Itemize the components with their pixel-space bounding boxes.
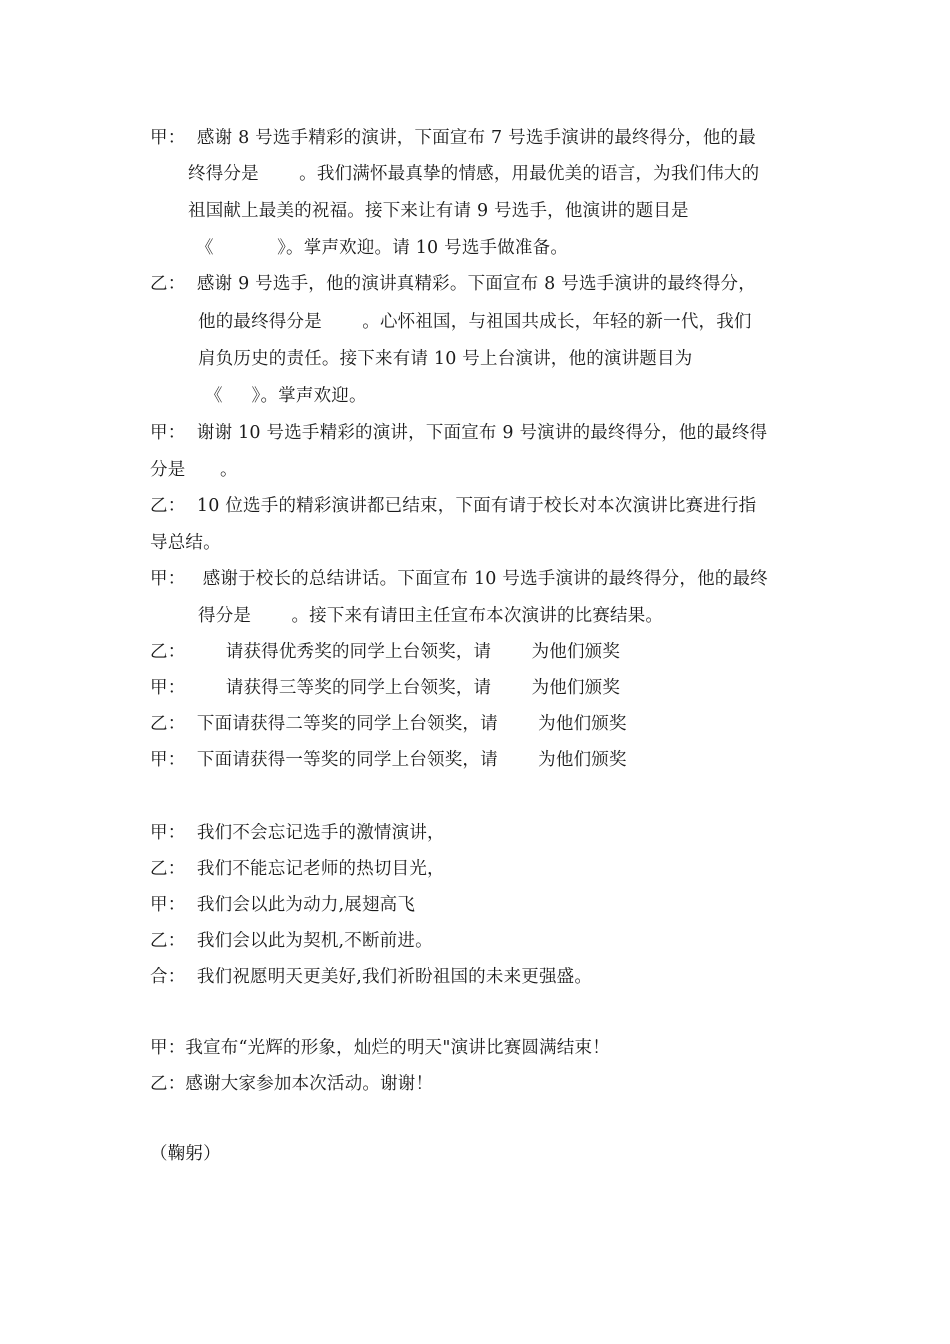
text-line: 祖国献上最美的祝福。接下来让有请 9 号选手，他演讲的题目是 — [188, 201, 689, 221]
text-line: 乙： 10 位选手的精彩演讲都已结束，下面有请于校长对本次演讲比赛进行指 — [150, 496, 757, 516]
text-line: 分是 。 — [150, 460, 238, 480]
text-line: 甲： 我们会以此为动力,展翅高飞 — [150, 895, 416, 915]
text-line: 终得分是 。我们满怀最真挚的情感，用最优美的语言，为我们伟大的 — [188, 164, 760, 184]
text-line: 《 》。掌声欢迎。请 10 号选手做准备。 — [196, 238, 569, 258]
text-line: 甲： 感谢 8 号选手精彩的演讲，下面宣布 7 号选手演讲的最终得分，他的最 — [150, 128, 756, 148]
text-line: 甲：我宣布“光辉的形象，灿烂的明天"演讲比赛圆满结束！ — [150, 1038, 610, 1058]
text-line: 甲： 谢谢 10 号选手精彩的演讲，下面宣布 9 号演讲的最终得分，他的最终得 — [150, 423, 768, 443]
text-line: 乙： 我们不能忘记老师的热切目光， — [150, 859, 445, 879]
text-line: 导总结。 — [150, 533, 221, 553]
text-line: 乙：感谢大家参加本次活动。谢谢！ — [150, 1074, 434, 1094]
text-line: 乙： 请获得优秀奖的同学上台领奖，请 为他们颁奖 — [150, 642, 621, 662]
text-line: 甲： 下面请获得一等奖的同学上台领奖，请 为他们颁奖 — [150, 750, 627, 770]
text-line: 合： 我们祝愿明天更美好,我们祈盼祖国的未来更强盛。 — [150, 967, 593, 987]
text-line: 乙： 感谢 9 号选手，他的演讲真精彩。下面宣布 8 号选手演讲的最终得分， — [150, 274, 756, 294]
text-line: 得分是 。接下来有请田主任宣布本次演讲的比赛结果。 — [198, 606, 664, 626]
text-line: 肩负历史的责任。接下来有请 10 号上台演讲，他的演讲题目为 — [198, 349, 693, 369]
text-line: 甲： 请获得三等奖的同学上台领奖，请 为他们颁奖 — [150, 678, 621, 698]
text-line: 乙： 下面请获得二等奖的同学上台领奖，请 为他们颁奖 — [150, 714, 627, 734]
text-line: 甲： 我们不会忘记选手的激情演讲， — [150, 823, 445, 843]
text-line: 他的最终得分是 。心怀祖国，与祖国共成长，年轻的新一代，我们 — [198, 312, 752, 332]
text-line: 《 》。掌声欢迎。 — [205, 386, 367, 406]
text-line: （鞠躬） — [150, 1144, 221, 1164]
text-line: 乙： 我们会以此为契机,不断前进。 — [150, 931, 433, 951]
text-line: 甲： 感谢于校长的总结讲话。下面宣布 10 号选手演讲的最终得分，他的最终 — [150, 569, 768, 589]
